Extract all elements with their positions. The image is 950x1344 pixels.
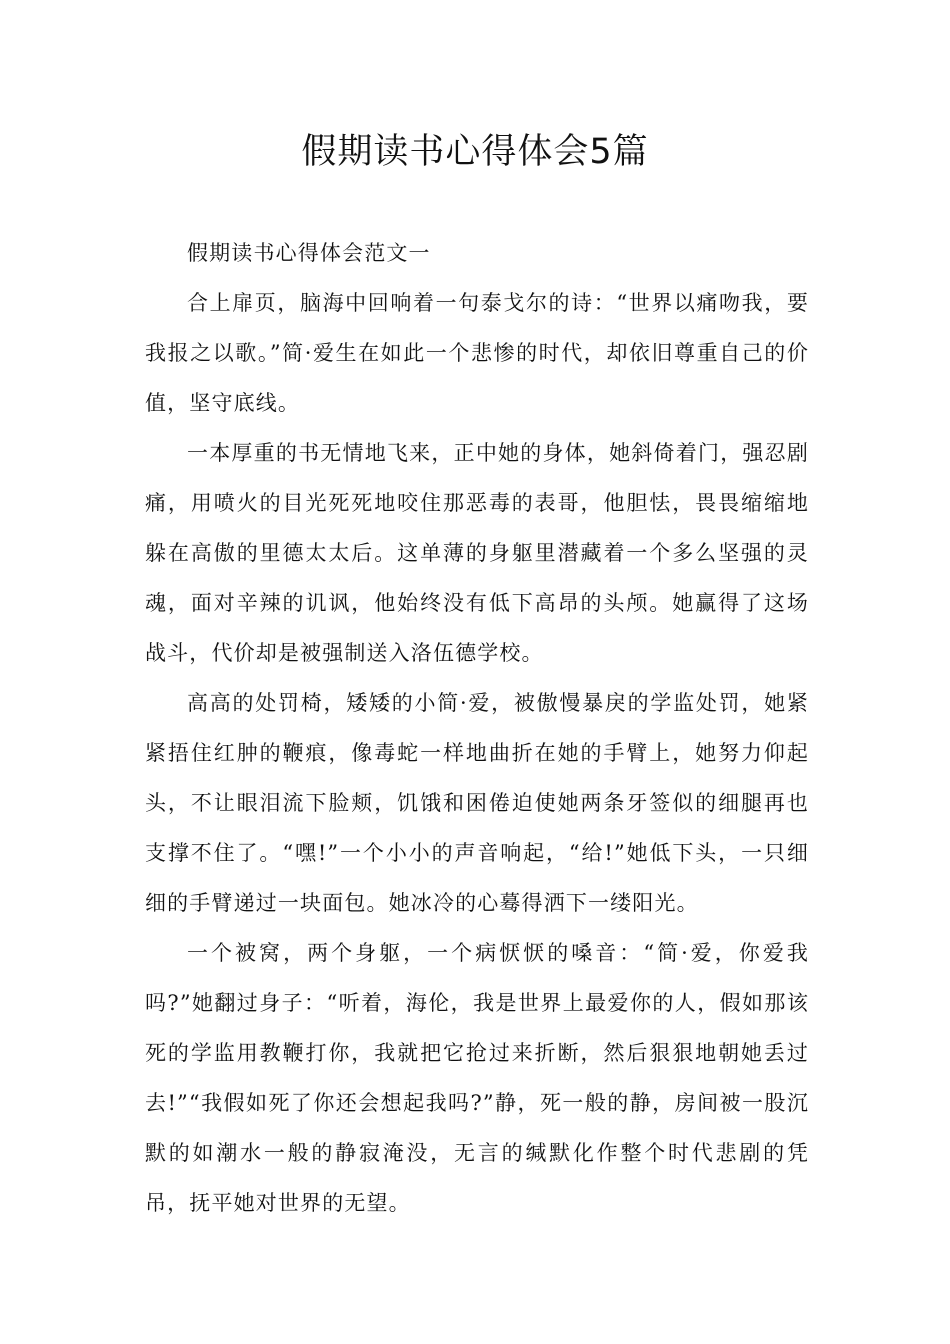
section-subheading: 假期读书心得体会范文一 (187, 241, 431, 265)
body-paragraph-4: 一个被窝，两个身躯，一个病恹恹的嗓音：“简·爱，你爱我吗?”她翻过身子：“听着，海伦，我是世界上最爱你的人，假如那该死的学监用教鞭打你，我就把它抢过来折断，然后狠狠地朝她丢过去!”“我假如死了你还会想起我吗?”静，死一般的静，房间被一股沉默的如潮水一般的静寂淹没，无言的缄默化作整个时代悲剧的凭吊，抚平她对世界的无望。 (145, 941, 809, 1215)
body-paragraph-2: 一本厚重的书无情地飞来，正中她的身体，她斜倚着门，强忍剧痛，用喷火的目光死死地咬住那恶毒的表哥，他胆怯，畏畏缩缩地躲在高傲的里德太太后。这单薄的身躯里潜藏着一个多么坚强的灵魂，面对辛辣的讥讽，他始终没有低下高昂的头颅。她赢得了这场战斗，代价却是被强制送入洛伍德学校。 (145, 441, 809, 665)
document-body (145, 228, 809, 1228)
document-title: 假期读书心得体会5篇 (301, 132, 649, 172)
body-paragraph-3: 高高的处罚椅，矮矮的小简·爱，被傲慢暴戾的学监处罚，她紧紧捂住红肿的鞭痕，像毒蛇一样地曲折在她的手臂上，她努力仰起头，不让眼泪流下脸颊，饥饿和困倦迫使她两条牙签似的细腿再也支撑不住了。“嘿!”一个小小的声音响起，“给!”她低下头，一只细细的手臂递过一块面包。她冰冷的心蓦得洒下一缕阳光。 (145, 691, 809, 915)
body-paragraph-1: 合上扉页，脑海中回响着一句泰戈尔的诗：“世界以痛吻我，要我报之以歌。”简·爱生在如此一个悲惨的时代，却依旧尊重自己的价值，坚守底线。 (145, 291, 809, 415)
